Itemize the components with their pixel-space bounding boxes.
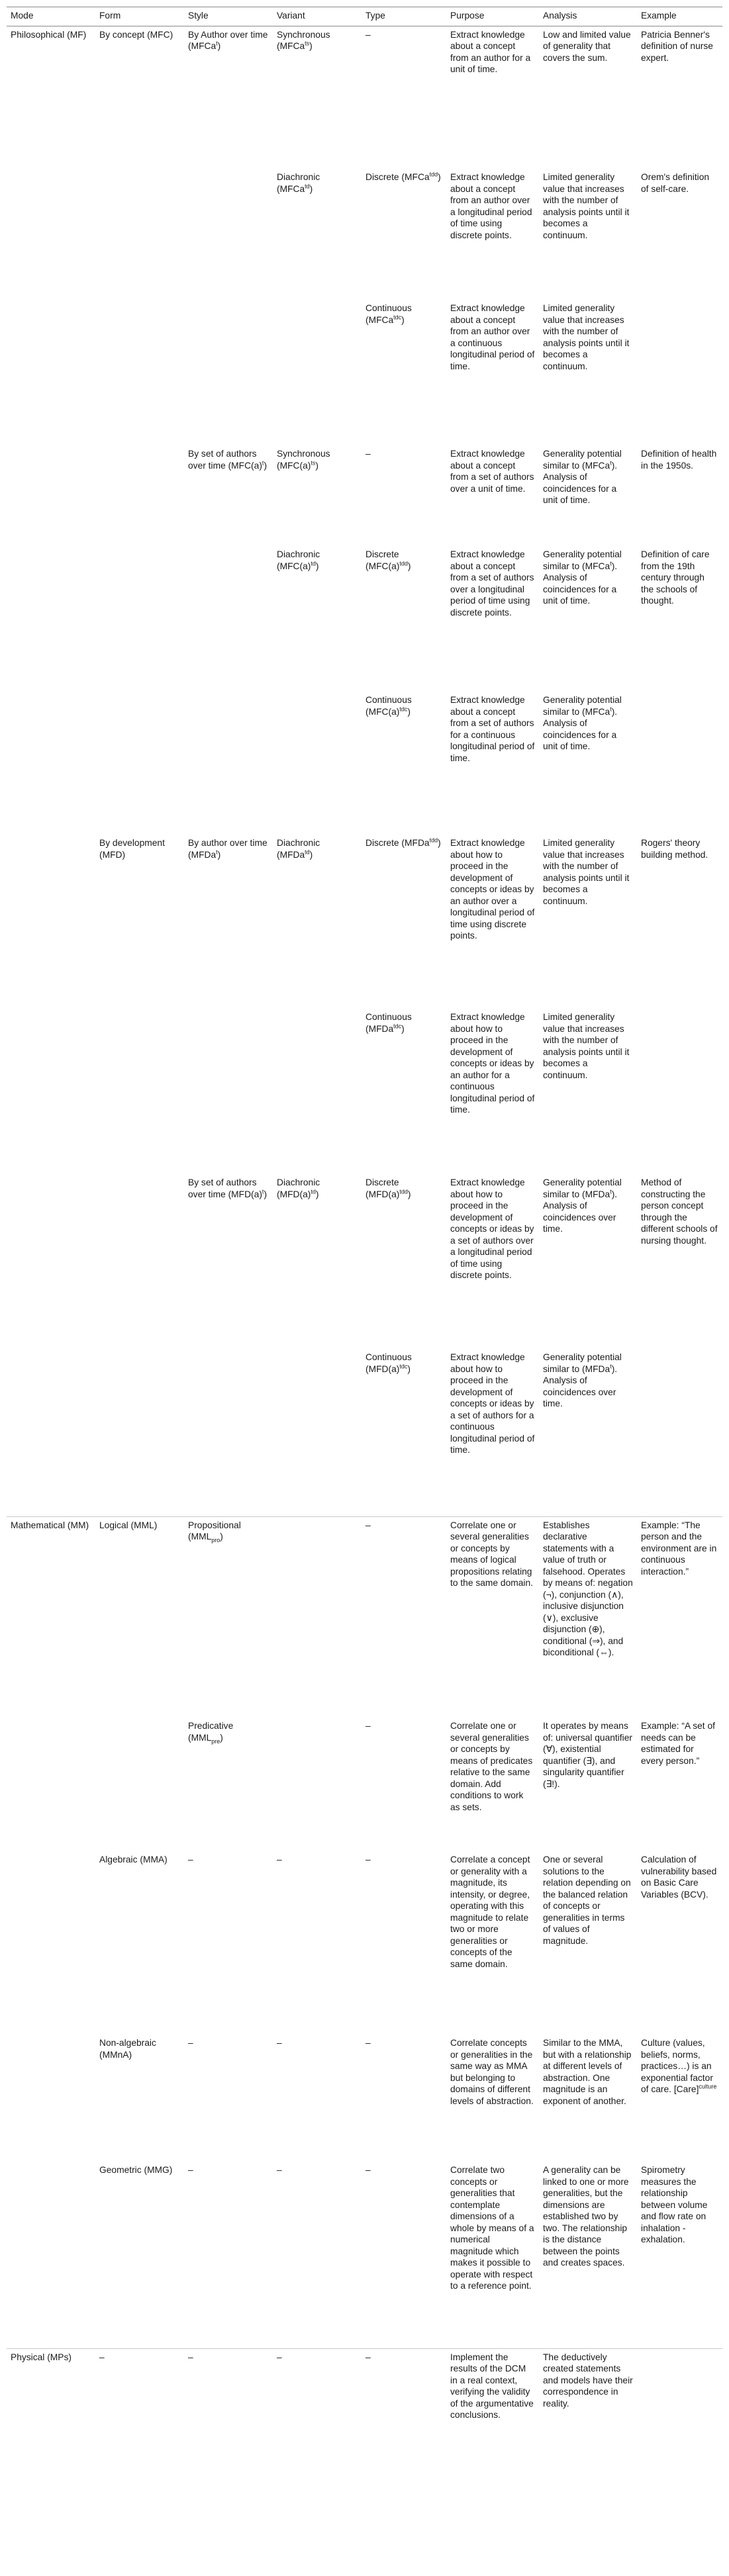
mode-cell: Philosophical (MF) [11, 29, 87, 40]
style-cell: By author over time (MFDa$^t$) [188, 838, 267, 860]
type-cell: Discrete (MFDa$^{tdd}$) [365, 837, 441, 848]
purpose-cell: Correlate concepts or generalities in the same way as MMA but belonging to domains of different levels of abstraction. [450, 2038, 534, 2106]
variant-cell: Diachronic (MFDa$^{td}$) [277, 838, 320, 860]
table-row [7, 692, 722, 835]
analysis-cell: Similar to the MMA, but with a relationship at different levels of abstraction. One magnitude is an exponent of another. [543, 2038, 632, 2106]
analysis-cell: Limited generality value that increases with the number of analysis points until it becomes a continuum. [543, 1012, 630, 1080]
purpose-cell: Extract knowledge about a concept from an author over a continuous longitudinal period of time. [450, 303, 535, 371]
example-cell: Example: “The person and the environment are in continuous interaction.” [637, 1516, 722, 1718]
type-cell: Continuous $(MFD(a)^{tdc})$ [365, 1352, 412, 1374]
type-cell: – [362, 1516, 446, 1718]
purpose-cell: Extract knowledge about a concept from an author for a unit of time. [450, 29, 531, 74]
mode-cell: Mathematical (MM) [7, 1516, 95, 1718]
example-cell: Calculation of vulnerability based on Basic Care Variables (BCV). [641, 1855, 717, 1900]
methods-table [7, 7, 722, 2460]
type-cell: – [365, 1855, 371, 1864]
purpose-cell: Implement the results of the DCM in a real context, verifying the validity of the argumentative conclusions. [446, 2348, 539, 2460]
header-variant: Variant [273, 7, 362, 26]
type-cell: – [365, 2165, 371, 2175]
analysis-cell: Limited generality value that increases with the number of analysis points until it becomes a continuum. [543, 303, 630, 371]
table-row [7, 2162, 722, 2348]
style-cell: – [188, 2038, 193, 2048]
style-cell: Predicative $(MML_{pre})$ [188, 1721, 234, 1745]
example-cell: Definition of health in the 1950s. [641, 449, 717, 471]
form-cell: Algebraic (MMA) [99, 1855, 168, 1864]
type-cell: Continuous $(MFC(a)^{tdc})$ [365, 695, 412, 717]
header-example: Example [637, 7, 722, 26]
table-row [7, 835, 722, 1009]
purpose-cell: Extract knowledge about a concept from a set of authors over a unit of time. [450, 449, 534, 494]
table-row [7, 445, 722, 546]
mode-cell: Physical (MPs) [7, 2348, 95, 2460]
header-purpose: Purpose [446, 7, 539, 26]
style-cell: By Author over time (MFCa$^t$) [188, 29, 268, 51]
analysis-cell: Generality potential similar to (MFDa$^t$). Analysis of coincidences over time. [543, 1177, 622, 1234]
type-cell: – [365, 1721, 371, 1731]
type-cell: Discrete $(MFC(a)^{tdd})$ [365, 549, 411, 571]
header-analysis: Analysis [539, 7, 637, 26]
example-cell: Culture (values, beliefs, norms, practices…) is an exponential factor of care. [Care]$^{culture}$ [641, 2038, 717, 2094]
example-cell: Spirometry measures the relationship between volume and flow rate on inhalation - exhalation. [641, 2165, 708, 2244]
purpose-cell: Extract knowledge about how to proceed in the development of concepts or ideas by an author over a longitudinal period of time using discrete points. [450, 838, 535, 941]
table-row [7, 1516, 722, 1718]
header-form: Form [95, 7, 184, 26]
analysis-cell: Limited generality value that increases with the number of analysis points until it becomes a continuum. [543, 172, 630, 240]
variant-cell: Synchronous (MFCa$^{ts}$) [277, 29, 330, 51]
analysis-cell: A generality can be linked to one or more generalities, but the dimensions are established two by two. The relationship is the distance between the points and creates spaces. [543, 2165, 629, 2268]
type-cell: Continuous (MFDa$^{tdc}$) [365, 1012, 412, 1034]
style-cell: – [188, 2165, 193, 2175]
variant-cell: – [277, 2165, 282, 2175]
form-cell: Logical (MML) [95, 1516, 184, 1718]
type-cell: – [365, 449, 371, 459]
table-row [7, 1009, 722, 1174]
purpose-cell: Correlate one or several generalities or concepts by means of logical propositions relating to the same domain. [446, 1516, 539, 1718]
analysis-cell: Generality potential similar to (MFDa$^t$). Analysis of coincidences over time. [543, 1352, 622, 1408]
style-cell: By set of authors over time $(MFD(a)^t)$ [188, 1177, 267, 1199]
example-cell: Orem's definition of self-care. [641, 172, 710, 194]
form-cell: By development (MFD) [99, 838, 165, 860]
table-row [7, 1851, 722, 2035]
example-cell: Patricia Benner's definition of nurse expert. [641, 29, 713, 63]
header-mode: Mode [7, 7, 95, 26]
table-row [7, 2348, 722, 2460]
header-row [7, 7, 722, 26]
type-cell: – [365, 29, 371, 40]
variant-cell: Diachronic (MFCa$^{td}$) [277, 172, 320, 194]
variant-cell: Diachronic $(MFC(a)^{td})$ [277, 549, 320, 571]
analysis-cell: Limited generality value that increases with the number of analysis points until it becomes a continuum. [543, 838, 630, 906]
analysis-cell: Establishes declarative statements with a value of truth or falsehood. Operates by means of: negation (¬), conjunction (∧), inclusive disjunction (∨), exclusive disjunction (⊕), conditional (⇒), and biconditional (⇔). [539, 1516, 637, 1718]
analysis-cell: One or several solutions to the relation depending on the balanced relation of concepts or generalities in terms of values of magnitude. [543, 1855, 631, 1946]
table-row [7, 546, 722, 692]
type-cell: Discrete $(MFD(a)^{tdd})$ [365, 1177, 411, 1199]
purpose-cell: Correlate two concepts or generalities that contemplate dimensions of a whole by means of a numerical magnitude which makes it possible to operate with respect to a reference point. [450, 2165, 534, 2291]
purpose-cell: Correlate one or several generalities or concepts by means of predicates relative to the same domain. Add conditions to work as sets. [450, 1721, 533, 1812]
example-cell: Definition of care from the 19th century through the schools of thought. [641, 549, 710, 606]
variant-cell: – [277, 2038, 282, 2048]
form-cell: – [95, 2348, 184, 2460]
table-row [7, 1718, 722, 1851]
type-cell: Discrete (MFCa$^{tdd}$) [365, 171, 441, 182]
table-row [7, 1349, 722, 1516]
analysis-cell: Generality potential similar to (MFCa$^t$). Analysis of coincidences for a unit of time. [543, 695, 622, 751]
purpose-cell: Extract knowledge about how to proceed in the development of concepts or ideas by a set of authors over a longitudinal period of time using discrete points. [450, 1177, 534, 1280]
example-cell: Method of constructing the person concept through the different schools of nursing thought. [641, 1177, 718, 1246]
example-cell: Example: “A set of needs can be estimated for every person.” [641, 1721, 715, 1766]
analysis-cell: Low and limited value of generality that covers the sum. [543, 29, 631, 63]
style-cell: By set of authors over time $(MFC(a)^t)$ [188, 449, 267, 471]
table-row [7, 2035, 722, 2162]
table-row [7, 169, 722, 300]
purpose-cell: Extract knowledge about a concept from an author over a longitudinal period of time using discrete points. [450, 172, 532, 240]
style-cell: – [184, 2348, 273, 2460]
variant-cell: – [277, 1855, 282, 1864]
type-cell: – [365, 2038, 371, 2048]
purpose-cell: Extract knowledge about a concept from a set of authors over a longitudinal period of time using discrete points. [450, 549, 534, 618]
type-cell: – [362, 2348, 446, 2460]
variant-cell: Diachronic $(MFD(a)^{td})$ [277, 1177, 320, 1199]
form-cell: By concept (MFC) [99, 29, 173, 40]
purpose-cell: Extract knowledge about a concept from a set of authors for a continuous longitudinal period of time. [450, 695, 535, 763]
purpose-cell: Extract knowledge about how to proceed in the development of concepts or ideas by an author for a continuous longitudinal period of time. [450, 1012, 535, 1115]
purpose-cell: Correlate a concept or generality with a magnitude, its intensity, or degree, operating with this magnitude to relate two or more generalities or concepts of the same domain. [450, 1855, 530, 1969]
table-row [7, 26, 722, 169]
style-cell: Propositional $(MML_{pro})$ [184, 1516, 273, 1718]
variant-cell: Synchronous $(MFC(a)^{ts})$ [277, 449, 330, 471]
table-row [7, 300, 722, 445]
style-cell: – [188, 1855, 193, 1864]
table-row [7, 1174, 722, 1349]
methods-table-container [7, 7, 722, 2460]
analysis-cell: Generality potential similar to (MFCa$^t$). Analysis of coincidences for a unit of time. [543, 449, 622, 505]
analysis-cell: It operates by means of: universal quantifier (∀), existential quantifier (∃), and singularity quantifier (∃!). [543, 1721, 632, 1789]
variant-cell: – [273, 2348, 362, 2460]
form-cell: Geometric (MMG) [99, 2165, 173, 2175]
purpose-cell: Extract knowledge about how to proceed in the development of concepts or ideas by a set of authors for a continuous longitudinal period of time. [450, 1352, 535, 1455]
example-cell: Rogers' theory building method. [641, 838, 708, 860]
analysis-cell: The deductively created statements and models have their correspondence in reality. [539, 2348, 637, 2460]
type-cell: Continuous (MFCa$^{tdc}$) [365, 303, 412, 325]
analysis-cell: Generality potential similar to (MFCa$^t$). Analysis of coincidences for a unit of time. [543, 549, 622, 606]
form-cell: Non-algebraic (MMnA) [99, 2038, 156, 2060]
header-style: Style [184, 7, 273, 26]
header-type: Type [362, 7, 446, 26]
